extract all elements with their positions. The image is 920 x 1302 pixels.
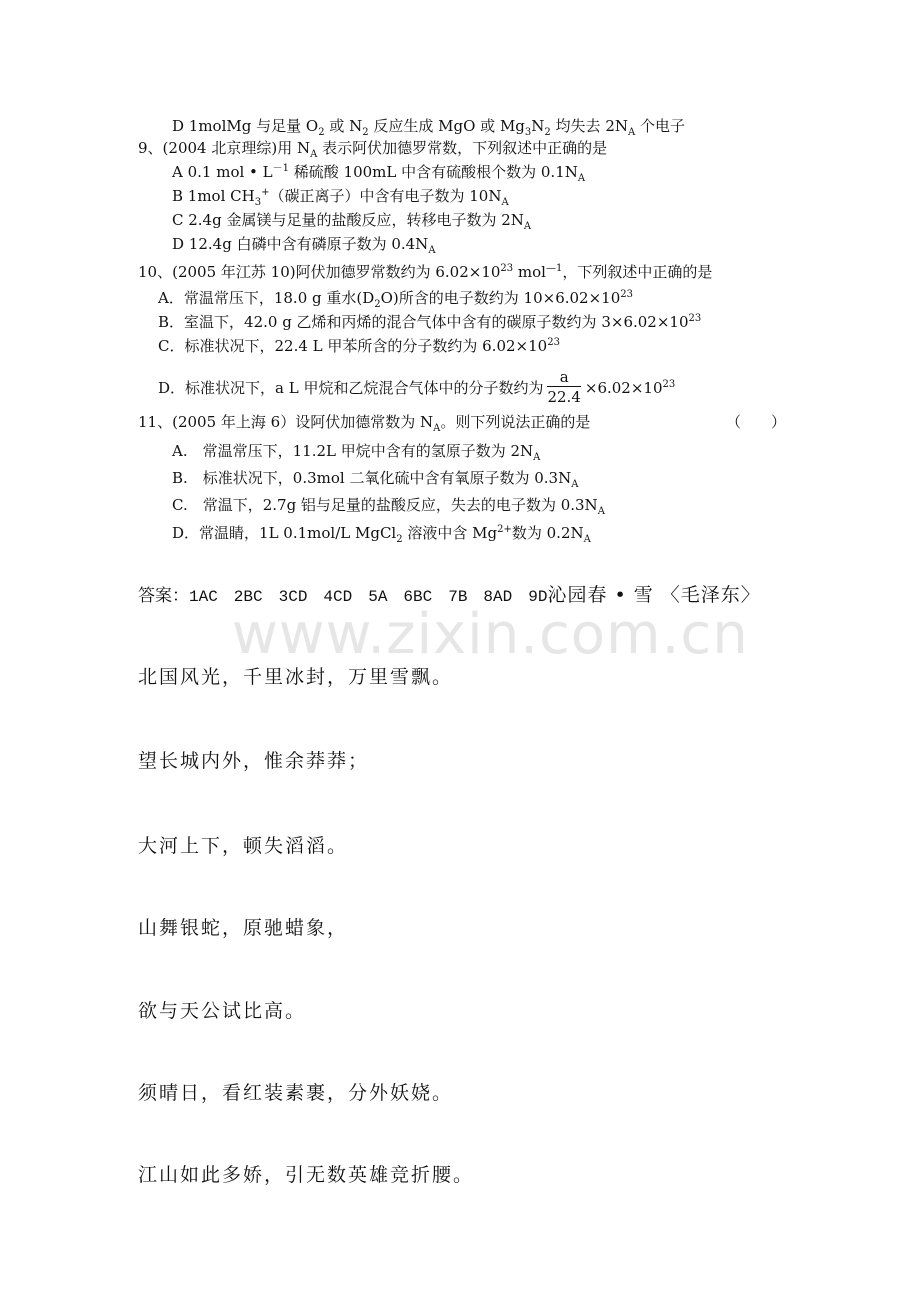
watermark: www.zixin.com.cn xyxy=(232,602,749,667)
poem-line: 欲与天公试比高。 xyxy=(138,1000,307,1022)
q10-option-d: D．标准状况下，a L 甲烷和乙烷混合气体中的分子数约为 $\frac{a}{22.4}$ $\times 6.02\times 10^{23}$ xyxy=(158,367,676,406)
q10-stem: 10、(2005 年江苏 10)阿伏加德罗常数约为 $6.02\times 10^{23}$ mol$^{—1}$，下列叙述中正确的是 xyxy=(138,263,713,281)
poem-line: 大河上下，顿失滔滔。 xyxy=(138,835,349,857)
q9-stem: 9、(2004 北京理综)用 $N_A$ 表示阿伏加德罗常数，下列叙述中正确的是 xyxy=(138,139,608,160)
q11-option-b: B. 标准状况下，0.3mol 二氧化硫中含有氧原子数为 $0.3N_A$ xyxy=(172,469,579,490)
poem-line: 北国风光，千里冰封，万里雪飘。 xyxy=(138,666,454,688)
answer-label: 答案： xyxy=(138,586,189,606)
q11-answer-paren: （ ） xyxy=(726,413,787,431)
poem-line: 望长城内外，惟余莽莽； xyxy=(138,750,370,772)
q11-option-d: D．常温睛，1L 0.1mol/L MgCl$_2$ 溶液中含 $Mg^{2+}$数为 $0.2N_A$ xyxy=(172,524,591,545)
answer-codes: 1AC 2BC 3CD 4CD 5A 6BC 7B 8AD 9D xyxy=(189,588,548,606)
q10-option-a: A．常温常压下，18.0 g 重水$(D_2O)$所含的电子数约为 $10\times 6.02\times 10^{23}$ xyxy=(158,289,633,310)
q11-stem: 11、(2005 年上海 6）设阿伏加德常数为 $N_A$。则下列说法正确的是 xyxy=(138,413,591,434)
q9-option-b: B 1mol $CH_3^+$（碳正离子）中含有电子数为 $10N_A$ xyxy=(172,187,509,208)
poem-title: 沁园春 • 雪 〈毛泽东〉 xyxy=(547,584,761,606)
poem-line: 山舞银蛇，原驰蜡象， xyxy=(138,917,349,939)
q11-option-c: C. 常温下，2.7g 铝与足量的盐酸反应，失去的电子数为 $0.3N_A$ xyxy=(172,496,605,517)
poem-line: 江山如此多娇，引无数英雄竞折腰。 xyxy=(138,1164,475,1186)
answer-line xyxy=(138,580,761,607)
q9-option-a: A 0.1 mol • $L^{-1}$ 稀硫酸 100mL 中含有硫酸根个数为 $0.1N_A$ xyxy=(172,163,586,184)
q10-option-b: B．室温下，42.0 g 乙烯和丙烯的混合气体中含有的碳原子数约为 $3\times 6.02\times 10^{23}$ xyxy=(158,313,702,331)
q8-option-d: D 1molMg 与足量 $O_2$ 或 $N_2$ 反应生成 MgO 或 $Mg_3N_2$ 均失去 $2N_A$ 个电子 xyxy=(172,117,686,138)
q9-option-c: C 2.4g 金属镁与足量的盐酸反应，转移电子数为 $2N_A$ xyxy=(172,211,532,232)
poem-line: 须晴日，看红装素裹，分外妖娆。 xyxy=(138,1082,454,1104)
q10-option-c: C．标准状况下，22.4 L 甲苯所含的分子数约为 $6.02\times 10^{23}$ xyxy=(158,337,560,355)
q9-option-d: D 12.4g 白磷中含有磷原子数为 $0.4N_A$ xyxy=(172,235,436,256)
fraction: $\frac{a}{22.4}$ xyxy=(547,367,581,406)
q11-option-a: A. 常温常压下，11.2L 甲烷中含有的氢原子数为 $2N_A$ xyxy=(172,442,541,463)
